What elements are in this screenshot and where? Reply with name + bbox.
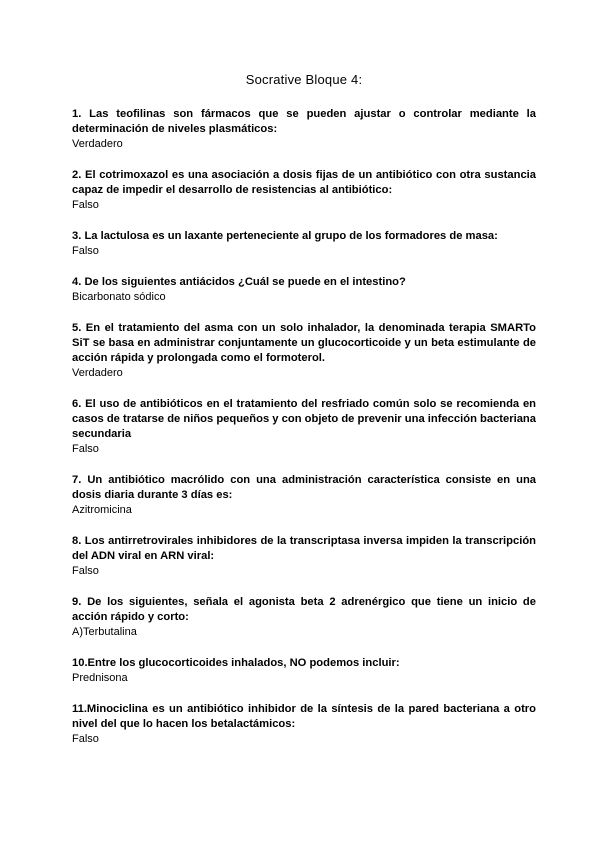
qa-item-2	[72, 168, 536, 213]
question-text: 1. Las teofilinas son fármacos que se pueden ajustar o controlar mediante la determinación de niveles plasmáticos:	[72, 108, 536, 135]
answer-text: A)Terbutalina	[72, 626, 137, 638]
document-title: Socrative Bloque 4:	[245, 72, 363, 87]
qa-item-4	[72, 275, 536, 305]
answer-text: Prednisona	[72, 672, 128, 684]
question-text: 4. De los siguientes antiácidos ¿Cuál se puede en el intestino?	[72, 276, 406, 288]
qa-item-9	[72, 595, 536, 640]
answer-text: Falso	[72, 443, 99, 455]
qa-item-8	[72, 534, 536, 579]
question-text: 8. Los antirretrovirales inhibidores de la transcriptasa inversa impiden la transcripción del ADN viral en ARN viral:	[72, 535, 536, 562]
answer-text: Falso	[72, 199, 99, 211]
question-text: 3. La lactulosa es un laxante perteneciente al grupo de los formadores de masa:	[72, 230, 498, 242]
answer-text: Falso	[72, 245, 99, 257]
answer-text: Falso	[72, 565, 99, 577]
qa-item-5	[72, 321, 536, 381]
qa-item-11	[72, 702, 536, 747]
qa-item-3	[72, 229, 536, 259]
answer-text: Falso	[72, 733, 99, 745]
qa-item-1	[72, 107, 536, 152]
answer-text: Bicarbonato sódico	[72, 291, 166, 303]
question-text: 7. Un antibiótico macrólido con una administración característica consiste en una dosis diaria durante 3 días es:	[72, 474, 536, 501]
question-text: 11.Minociclina es un antibiótico inhibidor de la síntesis de la pared bacteriana a otro nivel del que lo hacen los betalactámicos:	[72, 703, 536, 730]
question-text: 2. El cotrimoxazol es una asociación a dosis fijas de un antibiótico con otra sustancia capaz de impedir el desarrollo de resistencias al antibiótico:	[72, 169, 536, 196]
answer-text: Verdadero	[72, 138, 123, 150]
question-text: 10.Entre los glucocorticoides inhalados, NO podemos incluir:	[72, 657, 400, 669]
question-text: 5. En el tratamiento del asma con un solo inhalador, la denominada terapia SMARTo SiT se basa en administrar conjuntamente un glucocorticoide y un beta estimulante de acción rápida y prolongada como el formoterol.	[72, 322, 536, 364]
question-text: 6. El uso de antibióticos en el tratamiento del resfriado común solo se recomienda en casos de tratarse de niños pequeños y con objeto de prevenir una infección bacteriana secundaria	[72, 398, 536, 440]
qa-item-6	[72, 397, 536, 457]
question-text: 9. De los siguientes, señala el agonista beta 2 adrenérgico que tiene un inicio de acción rápido y corto:	[72, 596, 536, 623]
qa-item-10	[72, 656, 536, 686]
qa-item-7	[72, 473, 536, 518]
answer-text: Azitromicina	[72, 504, 132, 516]
answer-text: Verdadero	[72, 367, 123, 379]
